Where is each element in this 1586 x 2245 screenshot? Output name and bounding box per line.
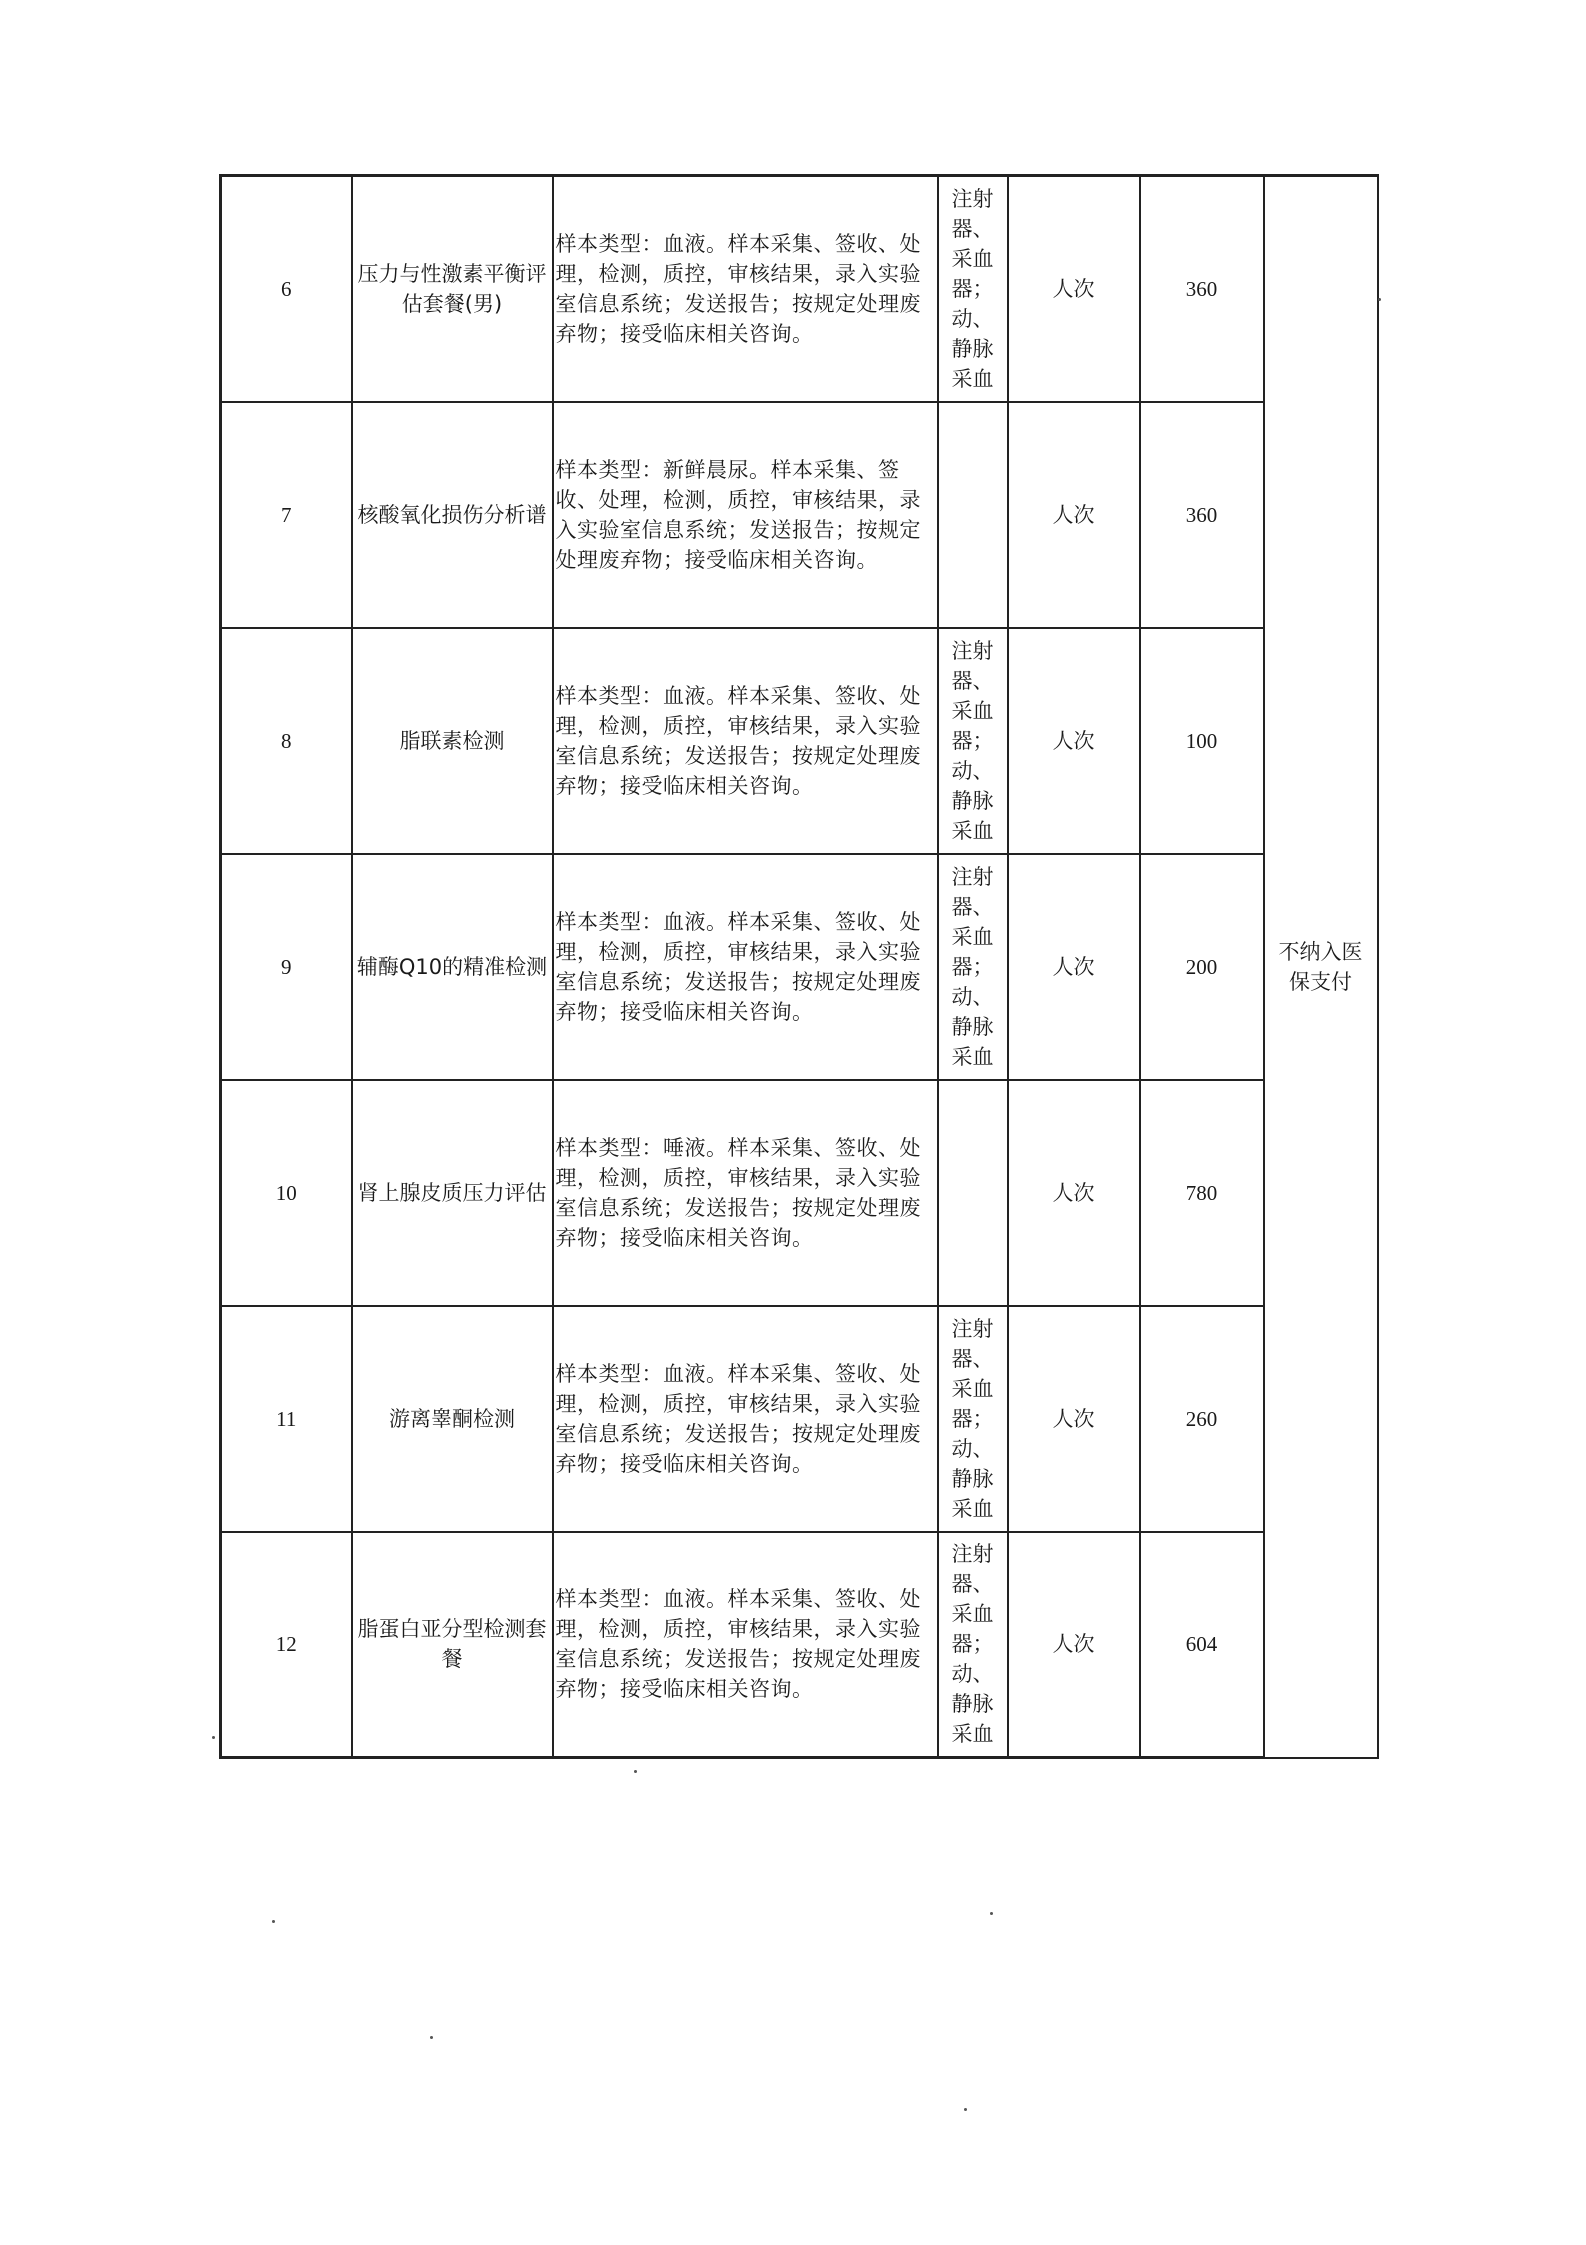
table-row xyxy=(221,1532,1378,1758)
insurance-note: 不纳入医保支付 xyxy=(1264,176,1378,1758)
scan-speckle xyxy=(430,2036,433,2039)
item-name: 压力与性激素平衡评估套餐(男) xyxy=(352,176,553,402)
scan-speckle xyxy=(212,1736,215,1739)
item-number: 7 xyxy=(221,402,352,628)
item-description: 样本类型：唾液。样本采集、签收、处理，检测，质控，审核结果，录入实验室信息系统；发送报告；按规定处理废弃物；接受临床相关咨询。 xyxy=(553,1080,938,1306)
table-row xyxy=(221,1080,1378,1306)
scan-speckle xyxy=(1378,298,1381,301)
item-description: 样本类型：血液。样本采集、签收、处理，检测，质控，审核结果，录入实验室信息系统；发送报告；按规定处理废弃物；接受临床相关咨询。 xyxy=(553,1306,938,1532)
item-name: 脂蛋白亚分型检测套餐 xyxy=(352,1532,553,1758)
table-row xyxy=(221,854,1378,1080)
pricing-unit: 人次 xyxy=(1008,176,1140,402)
excluded-materials xyxy=(938,1080,1008,1306)
item-name: 辅酶Q10的精准检测 xyxy=(352,854,553,1080)
excluded-materials: 注射器、采血器；动、静脉采血 xyxy=(938,854,1008,1080)
item-name: 脂联素检测 xyxy=(352,628,553,854)
item-price: 200 xyxy=(1140,854,1264,1080)
item-description: 样本类型：血液。样本采集、签收、处理，检测，质控，审核结果，录入实验室信息系统；发送报告；按规定处理废弃物；接受临床相关咨询。 xyxy=(553,628,938,854)
excluded-materials: 注射器、采血器；动、静脉采血 xyxy=(938,628,1008,854)
scan-speckle xyxy=(990,1912,993,1915)
item-number: 8 xyxy=(221,628,352,854)
medical-service-fee-table xyxy=(219,174,1379,1759)
pricing-unit: 人次 xyxy=(1008,1080,1140,1306)
scan-speckle xyxy=(964,2108,967,2111)
item-description: 样本类型：血液。样本采集、签收、处理，检测，质控，审核结果，录入实验室信息系统；发送报告；按规定处理废弃物；接受临床相关咨询。 xyxy=(553,176,938,402)
item-price: 100 xyxy=(1140,628,1264,854)
scan-speckle xyxy=(272,1920,275,1923)
item-price: 360 xyxy=(1140,402,1264,628)
item-name: 游离睾酮检测 xyxy=(352,1306,553,1532)
item-number: 12 xyxy=(221,1532,352,1758)
table-row xyxy=(221,402,1378,628)
item-name: 核酸氧化损伤分析谱 xyxy=(352,402,553,628)
table-row xyxy=(221,628,1378,854)
table-row xyxy=(221,176,1378,402)
excluded-materials: 注射器、采血器；动、静脉采血 xyxy=(938,1532,1008,1758)
item-price: 604 xyxy=(1140,1532,1264,1758)
pricing-unit: 人次 xyxy=(1008,628,1140,854)
pricing-unit: 人次 xyxy=(1008,854,1140,1080)
excluded-materials: 注射器、采血器；动、静脉采血 xyxy=(938,176,1008,402)
pricing-unit: 人次 xyxy=(1008,402,1140,628)
scan-speckle xyxy=(634,1770,637,1773)
item-number: 6 xyxy=(221,176,352,402)
item-description: 样本类型：血液。样本采集、签收、处理，检测，质控，审核结果，录入实验室信息系统；发送报告；按规定处理废弃物；接受临床相关咨询。 xyxy=(553,1532,938,1758)
excluded-materials: 注射器、采血器；动、静脉采血 xyxy=(938,1306,1008,1532)
item-number: 10 xyxy=(221,1080,352,1306)
pricing-unit: 人次 xyxy=(1008,1532,1140,1758)
item-description: 样本类型：血液。样本采集、签收、处理，检测，质控，审核结果，录入实验室信息系统；发送报告；按规定处理废弃物；接受临床相关咨询。 xyxy=(553,854,938,1080)
table-row xyxy=(221,1306,1378,1532)
item-name: 肾上腺皮质压力评估 xyxy=(352,1080,553,1306)
item-price: 780 xyxy=(1140,1080,1264,1306)
item-number: 9 xyxy=(221,854,352,1080)
excluded-materials xyxy=(938,402,1008,628)
item-description: 样本类型：新鲜晨尿。样本采集、签收、处理，检测，质控，审核结果，录入实验室信息系统；发送报告；按规定处理废弃物；接受临床相关咨询。 xyxy=(553,402,938,628)
item-price: 260 xyxy=(1140,1306,1264,1532)
pricing-unit: 人次 xyxy=(1008,1306,1140,1532)
item-number: 11 xyxy=(221,1306,352,1532)
item-price: 360 xyxy=(1140,176,1264,402)
